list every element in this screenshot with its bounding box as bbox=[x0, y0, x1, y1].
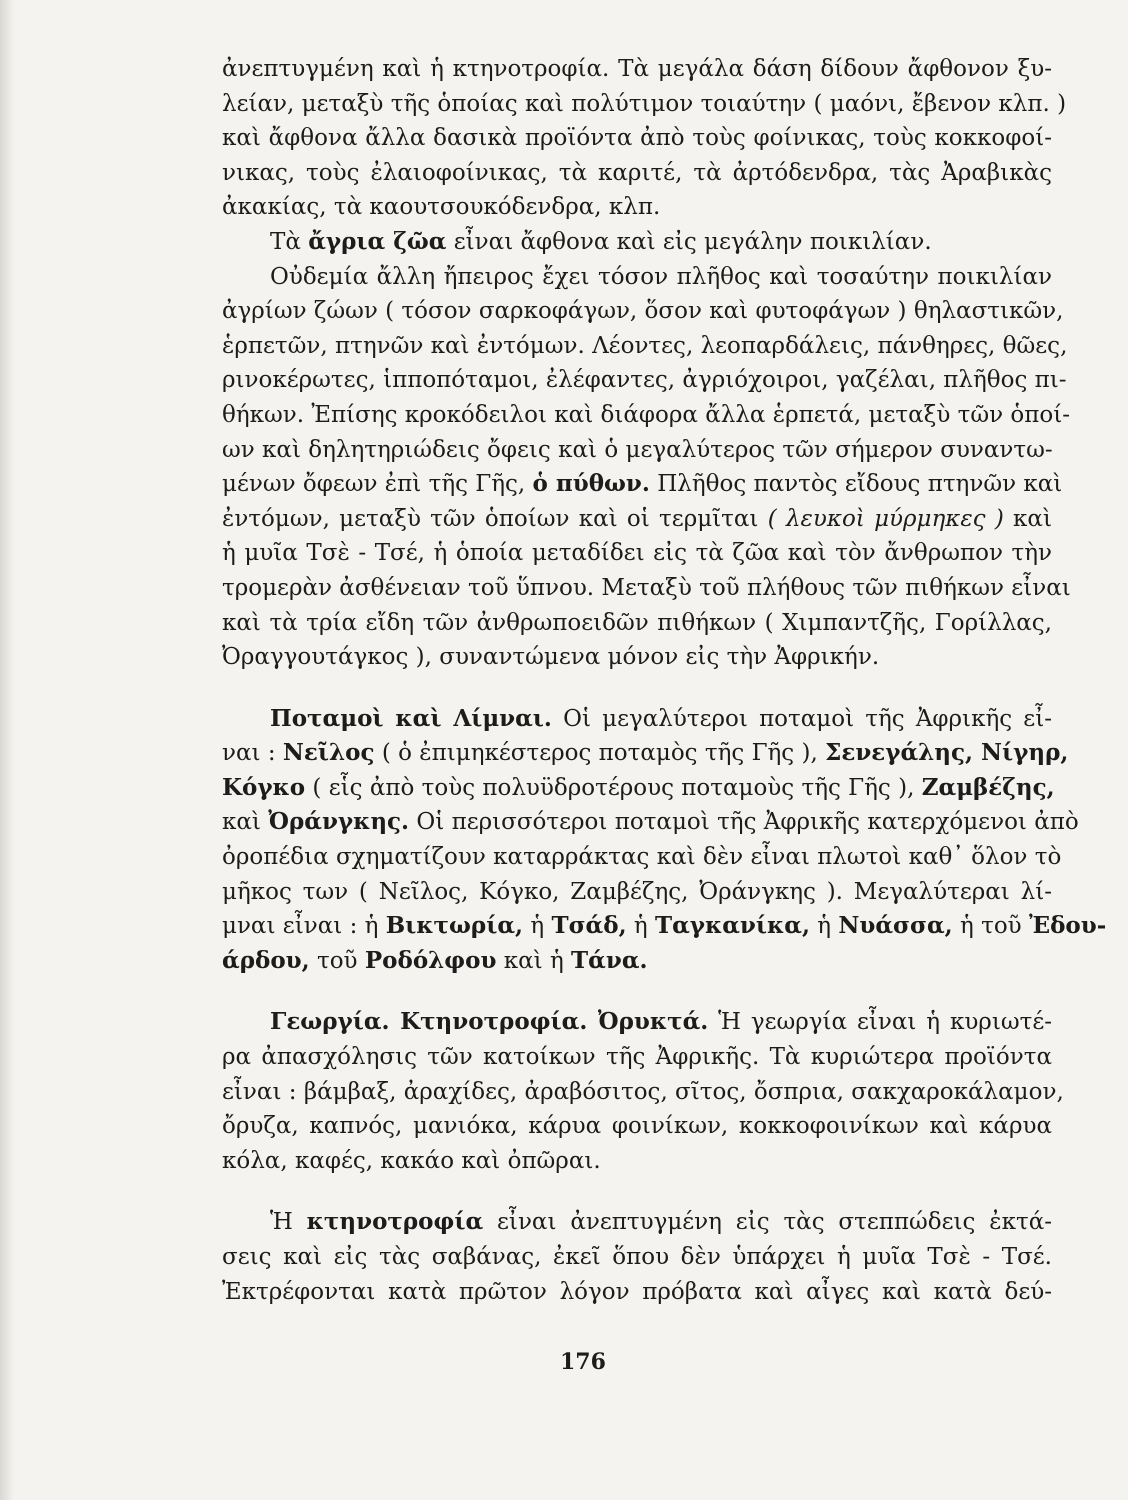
text-line bbox=[222, 467, 1063, 502]
text-run: ὄρυζα, καπνός, μανιόκα, κάρυα φοινίκων, κοκκοφοινίκων καὶ κάρυα bbox=[222, 1113, 1052, 1140]
page-body-text bbox=[222, 52, 1107, 1309]
text-run: εἶναι ἀνεπτυγμένη εἰς τὰς στεππώδεις ἐκτά- bbox=[483, 1209, 1052, 1236]
text-run: καὶ bbox=[222, 809, 269, 836]
text-run: καὶ τὰ τρία εἴδη τῶν ἀνθρωποειδῶν πιθήκων ( Χιμπαντζῆς, Γορίλλας, bbox=[222, 609, 1052, 636]
bold-term: Κόγκο bbox=[222, 773, 306, 801]
text-line bbox=[222, 702, 1052, 737]
bold-term: Γεωργία. Κτηνοτροφία. Ὀρυκτά. bbox=[270, 1008, 709, 1036]
text-run: ἑρπετῶν, πτηνῶν καὶ ἐντόμων. Λέοντες, λεοπαρδάλεις, πάνθηρες, θῶες, bbox=[222, 332, 1068, 359]
text-line bbox=[222, 606, 1052, 641]
text-line bbox=[222, 260, 1052, 295]
text-run: ἡ bbox=[809, 913, 839, 940]
text-line bbox=[222, 1075, 1064, 1110]
text-line bbox=[222, 571, 1071, 606]
text-line bbox=[222, 502, 1052, 537]
bold-term: άρδου, bbox=[222, 946, 310, 974]
text-run: τοῦ bbox=[309, 947, 365, 974]
bold-term: Ταγκανίκα, bbox=[654, 912, 810, 940]
text-line bbox=[222, 805, 1079, 840]
text-line bbox=[222, 1275, 1052, 1310]
text-line bbox=[222, 1109, 1052, 1144]
text-line bbox=[222, 875, 1052, 910]
bold-term: Νεῖλος bbox=[282, 739, 375, 767]
text-line bbox=[222, 771, 1055, 806]
text-run: λείαν, μεταξὺ τῆς ὁποίας καὶ πολύτιμον τοιαύτην ( μαόνι, ἔβενον κλπ. ) bbox=[222, 90, 1067, 117]
text-run: ἡ bbox=[626, 913, 655, 940]
bold-term: κτηνοτροφία bbox=[306, 1208, 484, 1236]
bold-term: Τσάδ, bbox=[551, 912, 627, 940]
text-line bbox=[222, 156, 1052, 191]
bold-term: Ροδόλφου bbox=[364, 946, 497, 974]
text-run: ρινοκέρωτες, ἱπποπόταμοι, ἐλέφαντες, ἀγριόχοιροι, γαζέλαι, πλῆθος πι- bbox=[222, 367, 1067, 394]
text-run: Οἱ μεγαλύτεροι ποταμοὶ τῆς Ἀφρικῆς εἶ- bbox=[551, 705, 1052, 732]
paragraph-gap bbox=[222, 1178, 1052, 1205]
text-line bbox=[222, 433, 1052, 468]
bold-term: ἄγρια ζῶα bbox=[308, 227, 447, 255]
text-line bbox=[222, 640, 1052, 675]
text-run: ἀνεπτυγμένη καὶ ἡ κτηνοτροφία. Τὰ μεγάλα δάση δίδουν ἄφθονον ξυ- bbox=[222, 56, 1052, 82]
text-line bbox=[222, 52, 1052, 87]
text-line bbox=[222, 944, 1052, 979]
bold-term: Βικτωρία, bbox=[385, 912, 524, 940]
text-line bbox=[222, 398, 1070, 433]
text-run: Ὀραγγουτάγκος ), συναντώμενα μόνον εἰς τὴν Ἀφρικήν. bbox=[222, 644, 880, 671]
text-run: εἶναι ἄφθονα καὶ εἰς μεγάλην ποικιλίαν. bbox=[446, 228, 932, 255]
text-run: ( εἷς ἀπὸ τοὺς πολυϋδροτέρους ποταμοὺς τῆς Γῆς ), bbox=[305, 774, 922, 801]
paragraph-gap bbox=[222, 675, 1052, 702]
bold-term: Νυάσσα, bbox=[838, 912, 953, 940]
text-run: ἡ μυῖα Τσὲ - Τσέ, ἡ ὁποία μεταδίδει εἰς τὰ ζῶα καὶ τὸν ἄνθρωπον τὴν bbox=[222, 540, 1052, 567]
bold-term: Ἐδου- bbox=[1028, 912, 1107, 940]
text-run: καὶ ἄφθονα ἄλλα δασικὰ προϊόντα ἀπὸ τοὺς φοίνικας, τοὺς κοκκοφοί- bbox=[222, 125, 1052, 152]
text-run: μῆκος των ( Νεῖλος, Κόγκο, Ζαμβέζης, Ὀράνγκης ). Μεγαλύτεραι λί- bbox=[222, 878, 1052, 905]
text-run: τρομερὰν ἀσθένειαν τοῦ ὕπνου. Μεταξὺ τοῦ πλήθους τῶν πιθήκων εἶναι bbox=[222, 574, 1071, 601]
text-line bbox=[222, 1144, 1052, 1179]
text-run: μναι εἶναι : ἡ bbox=[222, 913, 386, 940]
text-run: ρα ἀπασχόλησις τῶν κατοίκων τῆς Ἀφρικῆς. Τὰ κυριώτερα προϊόντα bbox=[222, 1044, 1052, 1071]
bold-term: Τάνα. bbox=[571, 946, 648, 974]
text-line bbox=[222, 363, 1067, 398]
text-run: νικας, τοὺς ἐλαιοφοίνικας, τὰ καριτέ, τὰ ἀρτόδενδρα, τὰς Ἀραβικὰς bbox=[222, 159, 1052, 186]
text-run: ὀροπέδια σχηματίζουν καταρράκτας καὶ δὲν εἶναι πλωτοὶ καθ᾿ ὅλον τὸ bbox=[222, 844, 1062, 871]
text-run: μένων ὄφεων ἐπὶ τῆς Γῆς, bbox=[222, 471, 533, 498]
text-run: Ἡ γεωργία εἶναι ἡ κυριωτέ- bbox=[708, 1009, 1053, 1036]
text-line bbox=[222, 87, 1067, 122]
page-edge-shadow bbox=[0, 0, 14, 1500]
text-run: ναι : bbox=[222, 740, 283, 767]
text-line bbox=[222, 909, 1107, 944]
text-line bbox=[222, 840, 1062, 875]
text-run: ἀγρίων ζώων ( τόσον σαρκοφάγων, ὅσον καὶ φυτοφάγων ) θηλαστικῶν, bbox=[222, 298, 1064, 325]
text-run: ων καὶ δηλητηριώδεις ὄφεις καὶ ὁ μεγαλύτερος τῶν σήμερον συναντω- bbox=[222, 436, 1053, 463]
text-run: ἡ τοῦ bbox=[952, 913, 1029, 940]
text-line bbox=[222, 225, 1052, 260]
text-line bbox=[222, 121, 1052, 156]
text-run: ἡ bbox=[523, 913, 552, 940]
text-run: Ἡ bbox=[270, 1209, 307, 1236]
text-run: ( ὁ ἐπιμηκέστερος ποταμὸς τῆς Γῆς ), bbox=[374, 740, 826, 767]
text-run: Οὐδεμία ἄλλη ἤπειρος ἔχει τόσον πλῆθος καὶ τοσαύτην ποικιλίαν bbox=[270, 263, 1052, 290]
paragraph-gap bbox=[222, 978, 1052, 1005]
text-run: Τὰ bbox=[270, 228, 309, 255]
bold-term: Ὀράνγκης. bbox=[268, 808, 410, 836]
text-line bbox=[222, 1205, 1052, 1240]
text-run: σεις καὶ εἰς τὰς σαβάνας, ἐκεῖ ὅπου δὲν ὑπάρχει ἡ μυῖα Τσὲ - Τσέ. bbox=[222, 1244, 1052, 1270]
text-run: θήκων. Ἐπίσης κροκόδειλοι καὶ διάφορα ἄλλα ἑρπετά, μεταξὺ τῶν ὁποί- bbox=[222, 401, 1070, 428]
italic-term: ( λευκοὶ μύρμηκες ) bbox=[767, 505, 1004, 532]
text-line bbox=[222, 1240, 1052, 1275]
page-number: 176 bbox=[560, 1349, 606, 1375]
text-line bbox=[222, 1005, 1052, 1040]
text-run: ἀκακίας, τὰ καουτσουκόδενδρα, κλπ. bbox=[222, 194, 661, 221]
text-line bbox=[222, 536, 1052, 571]
text-line bbox=[222, 329, 1068, 364]
bold-term: Ποταμοὶ καὶ Λίμναι. bbox=[270, 704, 552, 732]
text-run: Ἐκτρέφονται κατὰ πρῶτον λόγον πρόβατα καὶ αἶγες καὶ κατὰ δεύ- bbox=[222, 1278, 1052, 1305]
text-run: Πλῆθος παντὸς εἴδους πτηνῶν καὶ bbox=[649, 471, 1063, 498]
text-line bbox=[222, 294, 1064, 329]
bold-term: Σενεγάλης, Νίγηρ, bbox=[825, 739, 1069, 767]
text-run: καὶ bbox=[1003, 505, 1052, 532]
text-run: Οἱ περισσότεροι ποταμοὶ τῆς Ἀφρικῆς κατερχόμενοι ἀπὸ bbox=[409, 809, 1079, 836]
text-run: ἐντόμων, μεταξὺ τῶν ὁποίων καὶ οἱ τερμῖται bbox=[222, 505, 768, 532]
bold-term: ὁ πύθων. bbox=[532, 470, 650, 498]
text-run: εἶναι : βάμβαξ, ἀραχίδες, ἀραβόσιτος, σῖτος, ὄσπρια, σακχαροκάλαμον, bbox=[222, 1078, 1064, 1105]
bold-term: Ζαμβέζης, bbox=[921, 773, 1055, 801]
text-line bbox=[222, 190, 1052, 225]
text-run: καὶ ἡ bbox=[496, 947, 572, 974]
text-line bbox=[222, 1040, 1052, 1075]
text-line bbox=[222, 736, 1069, 771]
text-run: κόλα, καφές, κακάο καὶ ὀπῶραι. bbox=[222, 1147, 601, 1174]
